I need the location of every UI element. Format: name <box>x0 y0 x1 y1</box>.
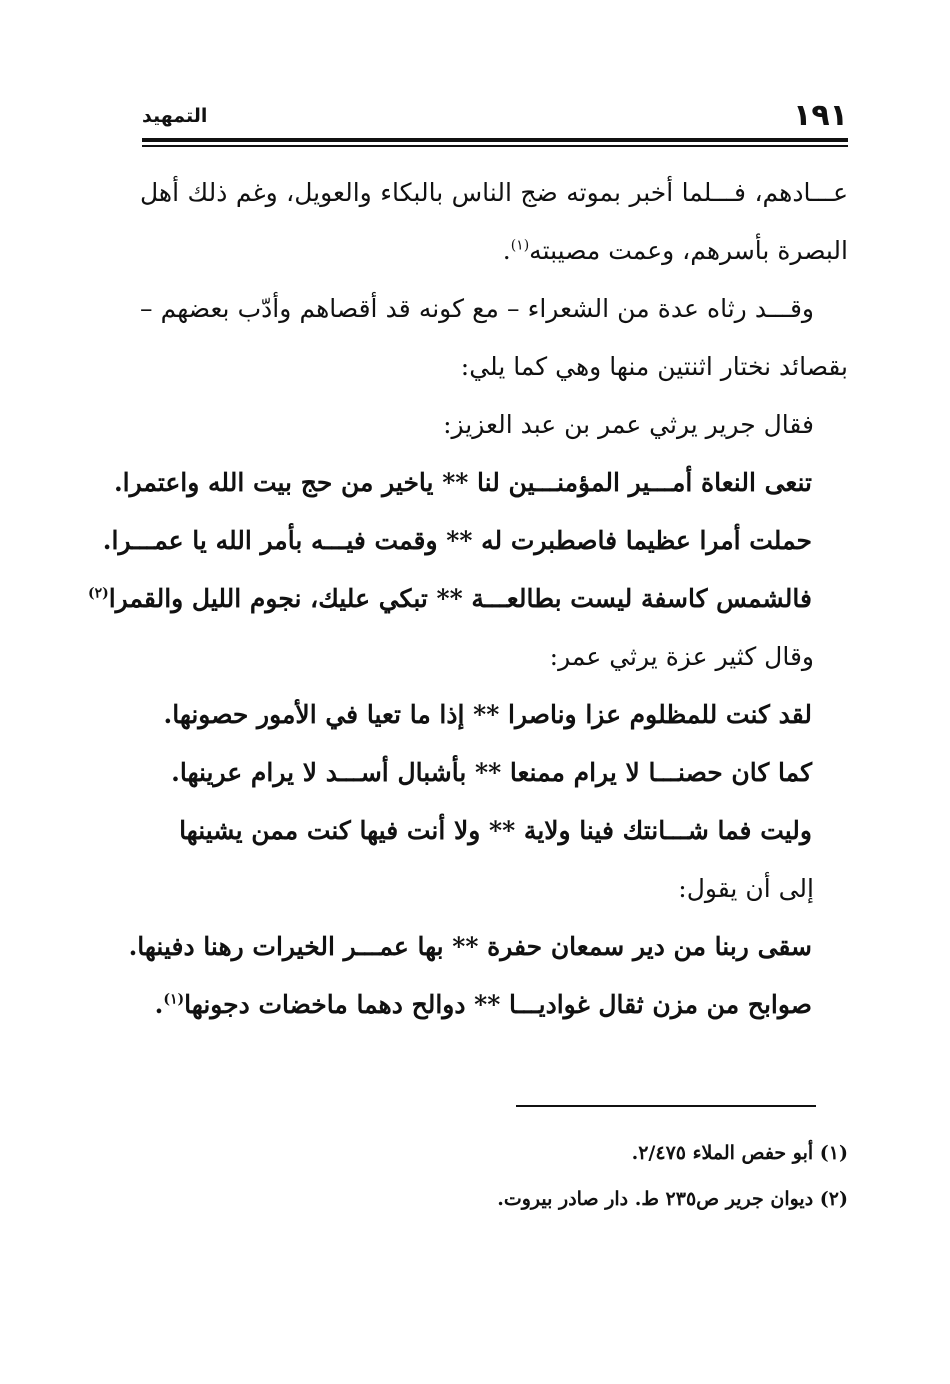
footnote-marker: (١) <box>510 237 530 254</box>
header-rule-thick <box>142 138 848 142</box>
footnote-marker: (٢) <box>87 585 109 602</box>
text-line: وقال كثير عزة يرثي عمر: <box>549 642 814 671</box>
text-line: إلى أن يقول: <box>678 874 814 903</box>
running-title: التمهيد <box>142 105 208 127</box>
footnote-marker: (١) <box>163 991 185 1008</box>
verse-line: صوابح من مزن ثقال غواديـــا ** دوالح دهما ماخضات دجونها$^{(١)}$. <box>154 990 812 1019</box>
body-text <box>87 164 848 1034</box>
text-line: عـــادهم، فـــلما أخبر بموته ضج الناس بالبكاء والعويل، وغم ذلك أهل <box>140 178 848 207</box>
text-line: فقال جرير يرثي عمر بن عبد العزيز: <box>443 410 814 439</box>
text-line: بقصائد نختار اثنتين منها وهي كما يلي: <box>460 352 848 381</box>
text-line: البصرة بأسرهم، وعمت مصيبته$^{(١)}$. <box>502 236 848 265</box>
header-rule-thin <box>142 145 848 147</box>
verse-line: كما كان حصنـــا لا يرام ممنعا ** بأشبال أســـد لا يرام عرينها. <box>171 758 812 787</box>
footnote-separator <box>516 1105 816 1107</box>
verse-line: لقد كنت للمظلوم عزا وناصرا ** إذا ما تعيا في الأمور حصونها. <box>163 700 812 729</box>
footnote: (١) أبو حفص الملاء ٢/٤٧٥. <box>631 1142 848 1164</box>
verse-line: وليت فما شـــانتك فينا ولاية ** ولا أنت فيها كنت ممن يشينها <box>179 816 812 845</box>
text-line: وقـــد رثاه عدة من الشعراء – مع كونه قد أقصاهم وأدّب بعضهم – <box>140 294 814 323</box>
verse-line: تنعى النعاة أمـــير المؤمنـــين لنا ** ياخير من حج بيت الله واعتمرا. <box>113 468 812 497</box>
page-number: ١٩١ <box>793 98 848 133</box>
footnote: (٢) ديوان جرير ص٢٣٥ ط. دار صادر بيروت. <box>497 1188 848 1210</box>
page-header <box>142 96 848 136</box>
verse-line: فالشمس كاسفة ليست بطالعـــة ** تبكي عليك، نجوم الليل والقمرا$^{(٢)}$ <box>87 584 812 613</box>
verse-line: حملت أمرا عظيما فاصطبرت له ** وقمت فيـــه بأمر الله يا عمـــرا. <box>102 526 812 555</box>
footnotes <box>140 1130 848 1222</box>
verse-line: سقى ربنا من دير سمعان حفرة ** بها عمـــر الخيرات رهنا دفينها. <box>128 932 812 961</box>
